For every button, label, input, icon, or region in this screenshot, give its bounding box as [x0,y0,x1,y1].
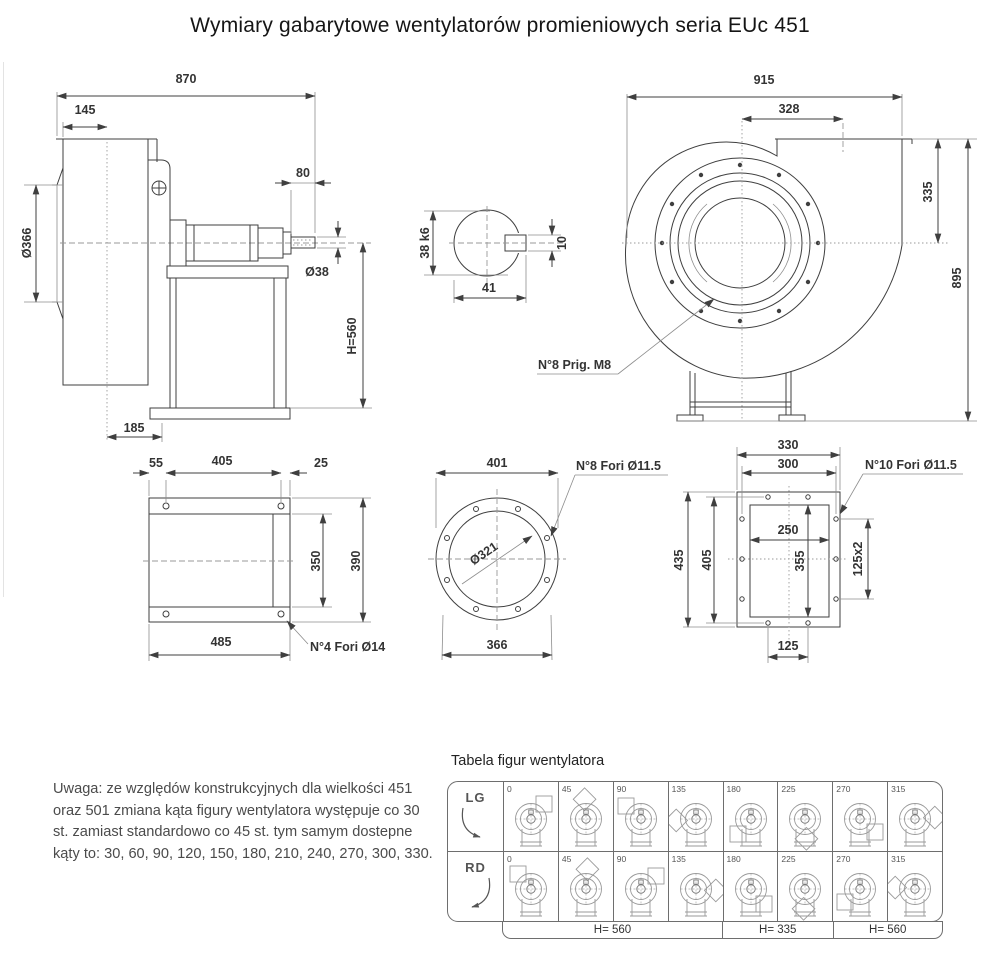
figure-cell-lg-0 [503,782,558,851]
figure-cell-rd-270 [832,852,887,921]
angle-label: 90 [616,854,627,864]
row-header-rd [448,852,503,921]
rd-rotation-arrow-icon [456,875,496,913]
fan-figure [833,855,887,921]
angle-label: 315 [891,854,906,864]
front-view-drawing [537,73,977,421]
note-text: Uwaga: ze względów konstrukcyjnych dla wielkości 451 oraz 501 zmiana kąta figury wentylatora występuje co 30 st. zamiast standardowo co 45 st. tym samym dostepne kąty to: 30, 60, 90, 120, 150, 180, 210, 240, 270, 300, 330. [53,781,433,862]
figure-cell-lg-90 [613,782,668,851]
dim-895: 895 [950,267,964,289]
figure-cell-lg-270 [832,782,887,851]
height-bar [502,921,943,939]
dim-80: 80 [296,166,310,180]
figure-cell-lg-225 [777,782,832,851]
dim-366b: 366 [486,638,508,652]
inlet-flange-drawing [428,456,668,660]
fan-figure [669,785,723,851]
dim-300: 300 [777,457,799,471]
angle-label: 270 [836,854,851,864]
fan-figure [724,785,778,851]
dim-h560: H=560 [345,317,359,355]
figure-cell-rd-45 [558,852,613,921]
figure-cell-lg-315 [887,782,942,851]
height-seg-1: H= 560 [593,924,632,936]
row-label-lg: LG [465,790,486,805]
angle-label: 0 [507,854,512,864]
angle-label: 135 [671,854,686,864]
fan-figure [778,855,832,921]
dim-366: Ø366 [20,227,34,259]
figure-cell-rd-90 [613,852,668,921]
outlet-flange-drawing [672,438,963,663]
fan-figure [724,855,778,921]
label-fori-115a: N°8 Fori Ø11.5 [576,459,661,473]
dim-55: 55 [149,456,163,470]
angle-label: 225 [781,784,796,794]
angle-label: 90 [616,784,627,794]
fan-figure [614,855,668,921]
dim-335: 335 [921,181,935,203]
fan-figure [669,855,723,921]
height-seg-3: H= 560 [833,922,943,938]
fan-figure [888,785,942,851]
figure-cell-lg-45 [558,782,613,851]
table-row-rd [448,851,942,921]
bolt-holes [660,163,820,323]
row-header-lg [448,782,503,851]
fan-figure [559,785,613,851]
figure-cell-lg-135 [668,782,723,851]
fan-figure [833,785,887,851]
figure-table [447,781,943,922]
figure-cell-rd-180 [723,852,778,921]
row-label-rd: RD [465,860,486,875]
angle-label: 45 [561,854,572,864]
lg-rotation-arrow-icon [456,805,496,843]
dim-145: 145 [74,103,96,117]
dim-915: 915 [753,73,775,87]
page-title: Wymiary gabarytowe wentylatorów promieniowych seria EUc 451 [190,14,810,37]
angle-label: 315 [891,784,906,794]
dim-435: 435 [672,549,686,571]
fan-figure [778,785,832,851]
dim-41: 41 [482,281,496,295]
dim-330: 330 [777,438,799,452]
outlet-duct-drawing [133,454,385,661]
angle-label: 225 [781,854,796,864]
dim-405b: 405 [700,549,714,571]
angle-label: 45 [561,784,572,794]
dim-125x2: 125x2 [851,541,865,577]
fan-figure [888,855,942,921]
figure-cell-lg-180 [723,782,778,851]
dim-125: 125 [777,639,799,653]
figure-cell-rd-0 [503,852,558,921]
dim-38k6: 38 k6 [418,227,432,259]
label-prig-m8: N°8 Prig. M8 [538,358,612,372]
dim-350: 350 [309,550,323,572]
dim-485: 485 [210,635,232,649]
dim-38: Ø38 [305,265,329,279]
fan-figure [504,855,558,921]
fan-figure [614,785,668,851]
table-title: Tabela figur wentylatora [451,753,605,769]
dim-401: 401 [486,456,508,470]
table-row-lg [448,782,942,851]
fan-figure [504,785,558,851]
dim-25: 25 [314,456,328,470]
dim-390: 390 [349,550,363,572]
dim-405a: 405 [211,454,233,468]
angle-label: 270 [836,784,851,794]
dim-250: 250 [777,523,799,537]
angle-label: 135 [671,784,686,794]
dim-328: 328 [778,102,800,116]
dim-10: 10 [555,236,569,250]
dim-870: 870 [175,72,197,86]
label-fori-115b: N°10 Fori Ø11.5 [865,458,957,472]
figure-cell-rd-315 [887,852,942,921]
side-view-drawing [20,72,372,442]
dim-355: 355 [793,550,807,572]
dim-321: Ø321 [467,539,501,569]
label-fori-14: N°4 Fori Ø14 [310,640,386,654]
fan-figure [559,855,613,921]
figure-cell-rd-135 [668,852,723,921]
dim-185: 185 [123,421,145,435]
shaft-section-drawing [418,206,569,303]
angle-label: 180 [726,784,741,794]
height-seg-2: H= 335 [722,922,833,938]
figure-cell-rd-225 [777,852,832,921]
angle-label: 180 [726,854,741,864]
angle-label: 0 [507,784,512,794]
